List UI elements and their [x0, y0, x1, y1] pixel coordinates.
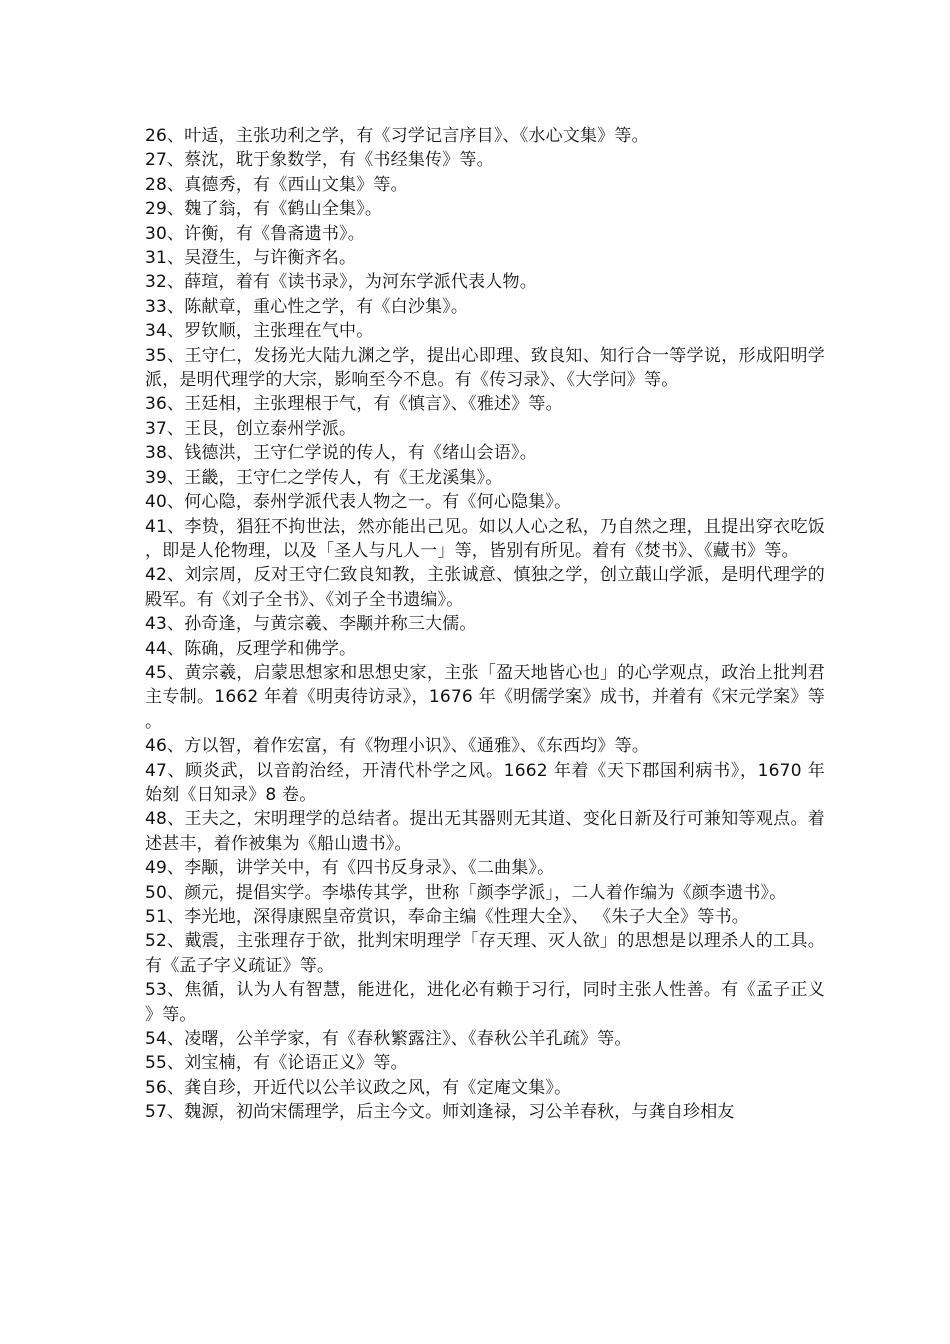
list-item: 53、焦循，认为人有智慧，能进化，进化必有赖于习行，同时主张人性善。有《孟子正义》等。 [145, 980, 825, 1025]
list-item: 29、魏了翁，有《鹤山全集》。 [145, 199, 383, 220]
list-item: 44、陈确，反理学和佛学。 [145, 638, 357, 659]
list-item: 35、王守仁，发扬光大陆九渊之学，提出心即理、致良知、知行合一等学说，形成阳明学派，是明代理学的大宗，影响至今不息。有《传习录》、《大学问》等。 [145, 345, 825, 391]
list-item: 52、戴震，主张理存于欲，批判宋明理学「存天理、灭人欲」的思想是以理杀人的工具。有《孟子字义疏证》等。 [145, 931, 825, 976]
list-item: 57、魏源，初尚宋儒理学，后主今文。师刘逢禄，习公羊春秋，与龚自珍相友 [145, 1102, 735, 1123]
list-item: 39、王畿，王守仁之学传人，有《王龙溪集》。 [145, 467, 503, 488]
list-item: 34、罗钦顺，主张理在气中。 [145, 321, 374, 342]
list-item: 50、颜元，提倡实学。李塨传其学，世称「颜李学派」，二人着作编为《颜李遗书》。 [145, 882, 787, 903]
list-item: 38、钱德洪，王守仁学说的传人，有《绪山会语》。 [145, 443, 537, 464]
list-item: 26、叶适，主张功利之学，有《习学记言序目》、《水心文集》等。 [145, 126, 649, 146]
list-item: 40、何心隐，泰州学派代表人物之一。有《何心隐集》。 [145, 492, 572, 513]
list-item: 36、王廷相，主张理根于气，有《慎言》、《雅述》等。 [145, 394, 563, 415]
list-item: 46、方以智，着作宏富，有《物理小识》、《通雅》、《东西均》等。 [145, 736, 650, 757]
list-item: 30、许衡，有《鲁斋遗书》。 [145, 223, 365, 244]
list-item: 54、凌曙，公羊学家，有《春秋繁露注》、《春秋公羊孔疏》等。 [145, 1029, 632, 1050]
list-item: 32、薛瑄，着有《读书录》，为河东学派代表人物。 [145, 272, 537, 293]
list-item: 43、孙奇逢，与黄宗羲、李颙并称三大儒。 [145, 614, 477, 635]
list-item: 55、刘宝楠，有《论语正义》等。 [145, 1053, 408, 1074]
list-item: 56、龚自珍，开近代以公羊议政之风，有《定庵文集》。 [145, 1077, 572, 1098]
list-item: 47、顾炎武，以音韵治经，开清代朴学之风。1662 年着《天下郡国利病书》，1670 年始刻《日知录》8 卷。 [145, 760, 825, 805]
list-item: 49、李颙，讲学关中，有《四书反身录》、《二曲集》。 [145, 858, 555, 879]
list-item: 42、刘宗周，反对王守仁致良知教，主张诚意、慎独之学，创立蕺山学派，是明代理学的殿军。有《刘子全书》、《刘子全书遗编》。 [145, 565, 825, 610]
list-item: 48、王夫之，宋明理学的总结者。提出无其器则无其道、变化日新及行可兼知等观点。着述甚丰，着作被集为《船山遗书》。 [145, 809, 825, 854]
list-item: 45、黄宗羲，启蒙思想家和思想史家，主张「盈天地皆心也」的心学观点，政治上批判君主专制。1662 年着《明夷待访录》，1676 年《明儒学案》成书，并着有《宋元学案》等。 [145, 662, 825, 732]
list-item: 31、吴澄生，与许衡齐名。 [145, 248, 357, 269]
list-item: 33、陈献章，重心性之学，有《白沙集》。 [145, 296, 469, 317]
list-item: 51、李光地，深得康熙皇帝赏识，奉命主编《性理大全》、 《朱子大全》等书。 [145, 907, 749, 927]
list-item: 27、蔡沈，耽于象数学，有《书经集传》等。 [145, 150, 494, 171]
list-item: 28、真德秀，有《西山文集》等。 [145, 174, 408, 195]
list-item: 37、王艮，创立泰州学派。 [145, 418, 357, 439]
list-item: 41、李贽，猖狂不拘世法，然亦能出己见。如以人心之私，乃自然之理，且提出穿衣吃饭，即是人伦物理，以及「圣人与凡人一」等，皆别有所见。着有《焚书》、《藏书》等。 [145, 516, 825, 561]
document-body [145, 124, 825, 1125]
